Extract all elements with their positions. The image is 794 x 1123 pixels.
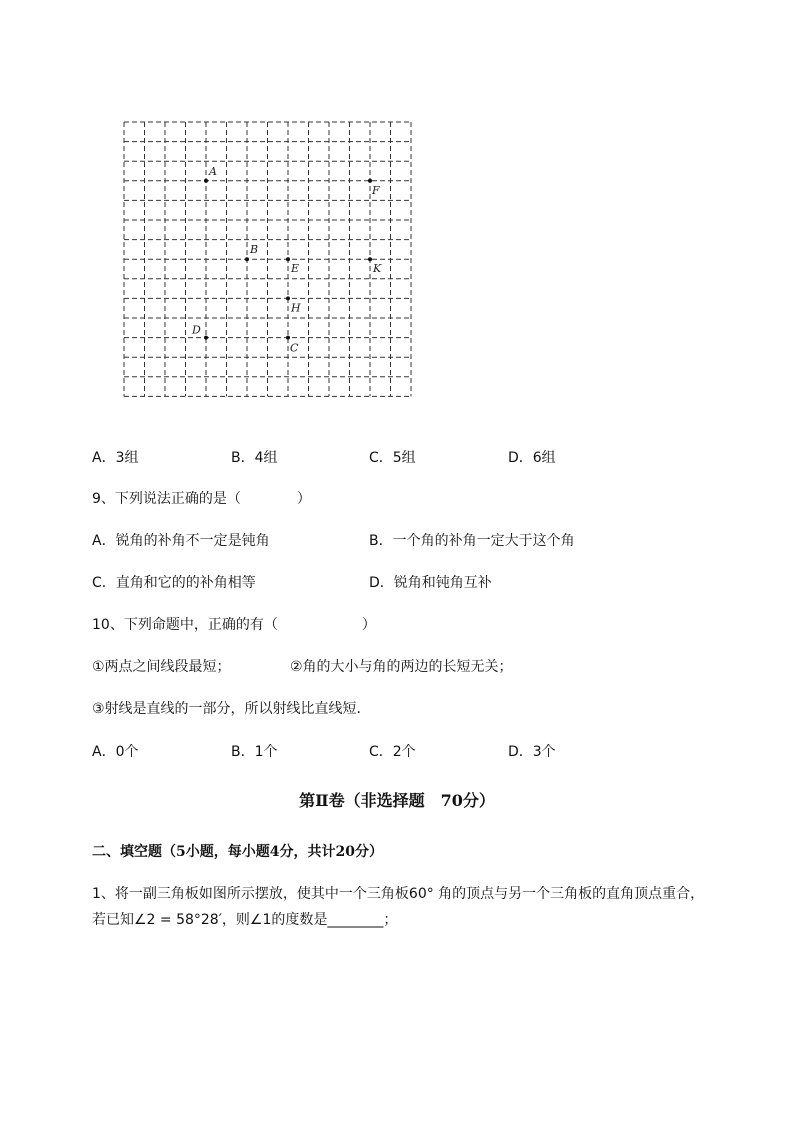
q9-option-c: C．直角和它的的补角相等 bbox=[92, 575, 256, 591]
point-c-label: C bbox=[290, 341, 299, 355]
q10-statement-1: ①两点之间线段最短； bbox=[92, 659, 231, 675]
point-b-dot bbox=[245, 257, 249, 261]
grid-points bbox=[191, 165, 382, 355]
q8-option-b: B．4组 bbox=[231, 450, 278, 466]
grid-figure bbox=[118, 116, 418, 406]
q10-statement-3: ③射线是直线的一部分，所以射线比直线短． bbox=[92, 701, 371, 717]
q10-option-d: D．3个 bbox=[508, 744, 556, 760]
point-h-label: H bbox=[291, 301, 301, 315]
point-h-dot bbox=[286, 296, 290, 300]
q10-option-a: A．0个 bbox=[92, 744, 139, 760]
q10-statement-2: ②角的大小与角的两边的长短无关； bbox=[290, 659, 513, 675]
point-k-label: K bbox=[373, 262, 382, 276]
point-f-dot bbox=[368, 179, 372, 183]
fill1-line1: 1、将一副三角板如图所示摆放，使其中一个三角板60° 角的顶点与另一个三角板的直角顶点重合， bbox=[92, 886, 705, 902]
q8-option-d: D．6组 bbox=[508, 450, 556, 466]
point-d-label: D bbox=[192, 323, 201, 337]
q9-stem: 9、下列说法正确的是（ ） bbox=[92, 491, 311, 507]
fill1-line2-prefix: 若已知∠2 = 58°28′，则∠1的度数是 bbox=[92, 912, 328, 928]
point-e-dot bbox=[286, 257, 290, 261]
q9-option-b: B．一个角的补角一定大于这个角 bbox=[369, 533, 575, 549]
point-c-dot bbox=[286, 336, 290, 340]
fill1-line2 bbox=[92, 911, 397, 929]
point-b-label: B bbox=[250, 243, 259, 257]
q8-option-a: A．3组 bbox=[92, 450, 139, 466]
part2-title: 第Ⅱ卷（非选择题 70分） bbox=[299, 791, 495, 810]
q10-option-b: B．1个 bbox=[231, 744, 278, 760]
grid-lines bbox=[124, 122, 411, 396]
section2-title: 二、填空题（5小题，每小题4分，共计20分） bbox=[92, 844, 383, 860]
point-d-dot bbox=[204, 336, 208, 340]
point-k-dot bbox=[368, 257, 372, 261]
q10-stem: 10、下列命题中，正确的有（ ） bbox=[92, 617, 376, 633]
point-a-dot bbox=[204, 179, 208, 183]
point-e-label: E bbox=[291, 262, 300, 276]
fill1-line2-suffix: ； bbox=[383, 912, 398, 928]
fill1-answer-blank: ________ bbox=[327, 912, 384, 928]
q9-option-d: D．锐角和钝角互补 bbox=[369, 575, 492, 591]
q10-option-c: C．2个 bbox=[369, 744, 416, 760]
q8-option-c: C．5组 bbox=[369, 450, 416, 466]
point-f-label: F bbox=[372, 183, 380, 197]
q9-option-a: A．锐角的补角不一定是钝角 bbox=[92, 533, 270, 549]
point-a-label: A bbox=[209, 164, 217, 178]
